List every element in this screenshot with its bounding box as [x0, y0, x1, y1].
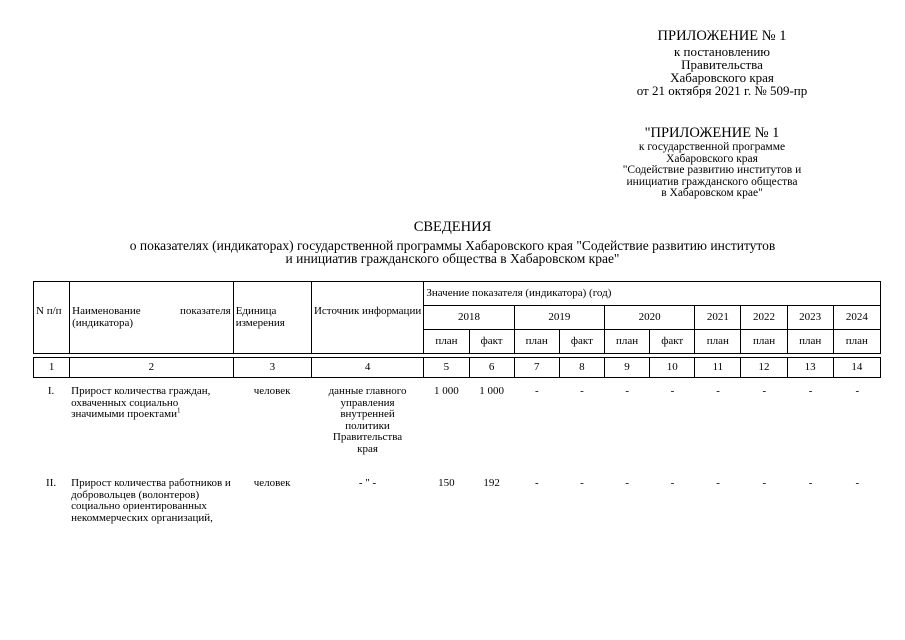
header-year: 2019 — [514, 306, 604, 330]
column-number: 4 — [311, 358, 423, 378]
row-value: - — [716, 477, 720, 489]
appendix-main-line: Хабаровского края — [670, 70, 774, 85]
column-number: 13 — [787, 358, 833, 378]
row-value: - — [580, 477, 584, 489]
header-value-group: Значение показателя (индикатора) (год) — [424, 282, 881, 306]
row-value: - — [625, 385, 630, 397]
appendix-program-line: Хабаровского края — [666, 152, 758, 165]
row-value: - — [670, 385, 675, 397]
appendix-main-line: от 21 октября 2021 г. № 509-пр — [636, 83, 808, 98]
row-value: - — [534, 385, 539, 397]
header-year: 2021 — [695, 306, 741, 330]
row-value: - — [762, 385, 767, 397]
row-value: 192 — [483, 477, 500, 489]
header-num: N п/п — [34, 282, 70, 354]
document-title: СВЕДЕНИЯ — [413, 219, 492, 235]
column-number: 10 — [650, 358, 695, 378]
header-plan: план — [604, 330, 649, 354]
header-year: 2018 — [424, 306, 514, 330]
row-value: 1 000 — [434, 385, 459, 397]
row-num: I. — [47, 385, 55, 397]
appendix-main-line: к постановлению — [673, 44, 771, 59]
column-number: 9 — [604, 358, 649, 378]
row-name: Прирост количества работников и добровольцев (волонтеров) социально ориентированных некоммерческих организаций, — [71, 477, 231, 524]
header-plan: план — [514, 330, 559, 354]
indicators-table-header — [33, 281, 881, 378]
header-plan: план — [833, 330, 880, 354]
document-subtitle — [60, 240, 845, 265]
header-fact: факт — [469, 330, 514, 354]
row-value: - — [534, 477, 539, 489]
row-value: - — [808, 477, 813, 489]
column-number: 11 — [695, 358, 741, 378]
row-value: - — [625, 477, 630, 489]
column-number: 1 — [34, 358, 70, 378]
header-plan: план — [424, 330, 469, 354]
row-value: - — [855, 477, 860, 489]
indicators-table-body — [33, 385, 881, 525]
header-name: Наименование показателя (индикатора) — [70, 282, 234, 354]
row-value: - — [855, 385, 860, 397]
header-unit: Единица измерения — [233, 282, 311, 354]
header-plan: план — [741, 330, 787, 354]
appendix-main-title: ПРИЛОЖЕНИЕ № 1 — [657, 28, 787, 44]
header-year: 2024 — [833, 306, 880, 330]
subtitle-line-2: и инициатив гражданского общества в Хабаровском крае" — [285, 250, 620, 266]
appendix-program-title: "ПРИЛОЖЕНИЕ № 1 — [644, 125, 780, 141]
column-numbers-row — [34, 358, 881, 378]
row-source: данные главного управления внутренней политики Правительства края — [328, 385, 407, 455]
row-value: - — [580, 385, 584, 397]
appendix-program-line: "Содействие развитию институтов и — [622, 164, 802, 176]
column-number: 5 — [424, 358, 469, 378]
header-fact: факт — [559, 330, 604, 354]
row-name-text: Прирост количества граждан, охваченных социально значимыми проектами — [71, 385, 211, 420]
column-number: 2 — [70, 358, 234, 378]
row-value: - — [670, 477, 675, 489]
row-footnote: 1 — [176, 406, 181, 415]
row-name — [69, 385, 233, 477]
row-source: - " - — [358, 477, 377, 489]
row-unit: человек — [253, 385, 291, 397]
column-number: 6 — [469, 358, 514, 378]
row-value: - — [808, 385, 813, 397]
column-number: 7 — [514, 358, 559, 378]
table-row — [33, 385, 881, 477]
header-plan: план — [695, 330, 741, 354]
column-number: 14 — [833, 358, 880, 378]
table-row — [33, 477, 881, 525]
row-value: - — [762, 477, 767, 489]
header-source: Источник информации — [311, 282, 423, 354]
appendix-program-line: в Хабаровском крае" — [661, 187, 763, 199]
subtitle-line-1: о показателях (индикаторах) государственной программы Хабаровского края "Содействие развитию институтов — [129, 238, 776, 253]
header-plan: план — [787, 330, 833, 354]
column-number: 8 — [559, 358, 604, 378]
header-fact: факт — [650, 330, 695, 354]
appendix-program-line: к государственной программе — [638, 141, 786, 153]
appendix-main-block — [597, 28, 847, 97]
row-value: 150 — [438, 477, 455, 489]
appendix-program-line: инициатив гражданского общества — [626, 175, 798, 188]
row-unit: человек — [253, 477, 291, 489]
column-number: 3 — [233, 358, 311, 378]
header-year: 2023 — [787, 306, 833, 330]
appendix-main-line: Правительства — [681, 57, 763, 72]
header-year: 2022 — [741, 306, 787, 330]
appendix-program-block — [597, 125, 827, 200]
row-value: - — [716, 385, 720, 397]
row-value: 1 000 — [479, 385, 504, 397]
row-num: II. — [46, 477, 57, 489]
header-year: 2020 — [604, 306, 694, 330]
column-number: 12 — [741, 358, 787, 378]
